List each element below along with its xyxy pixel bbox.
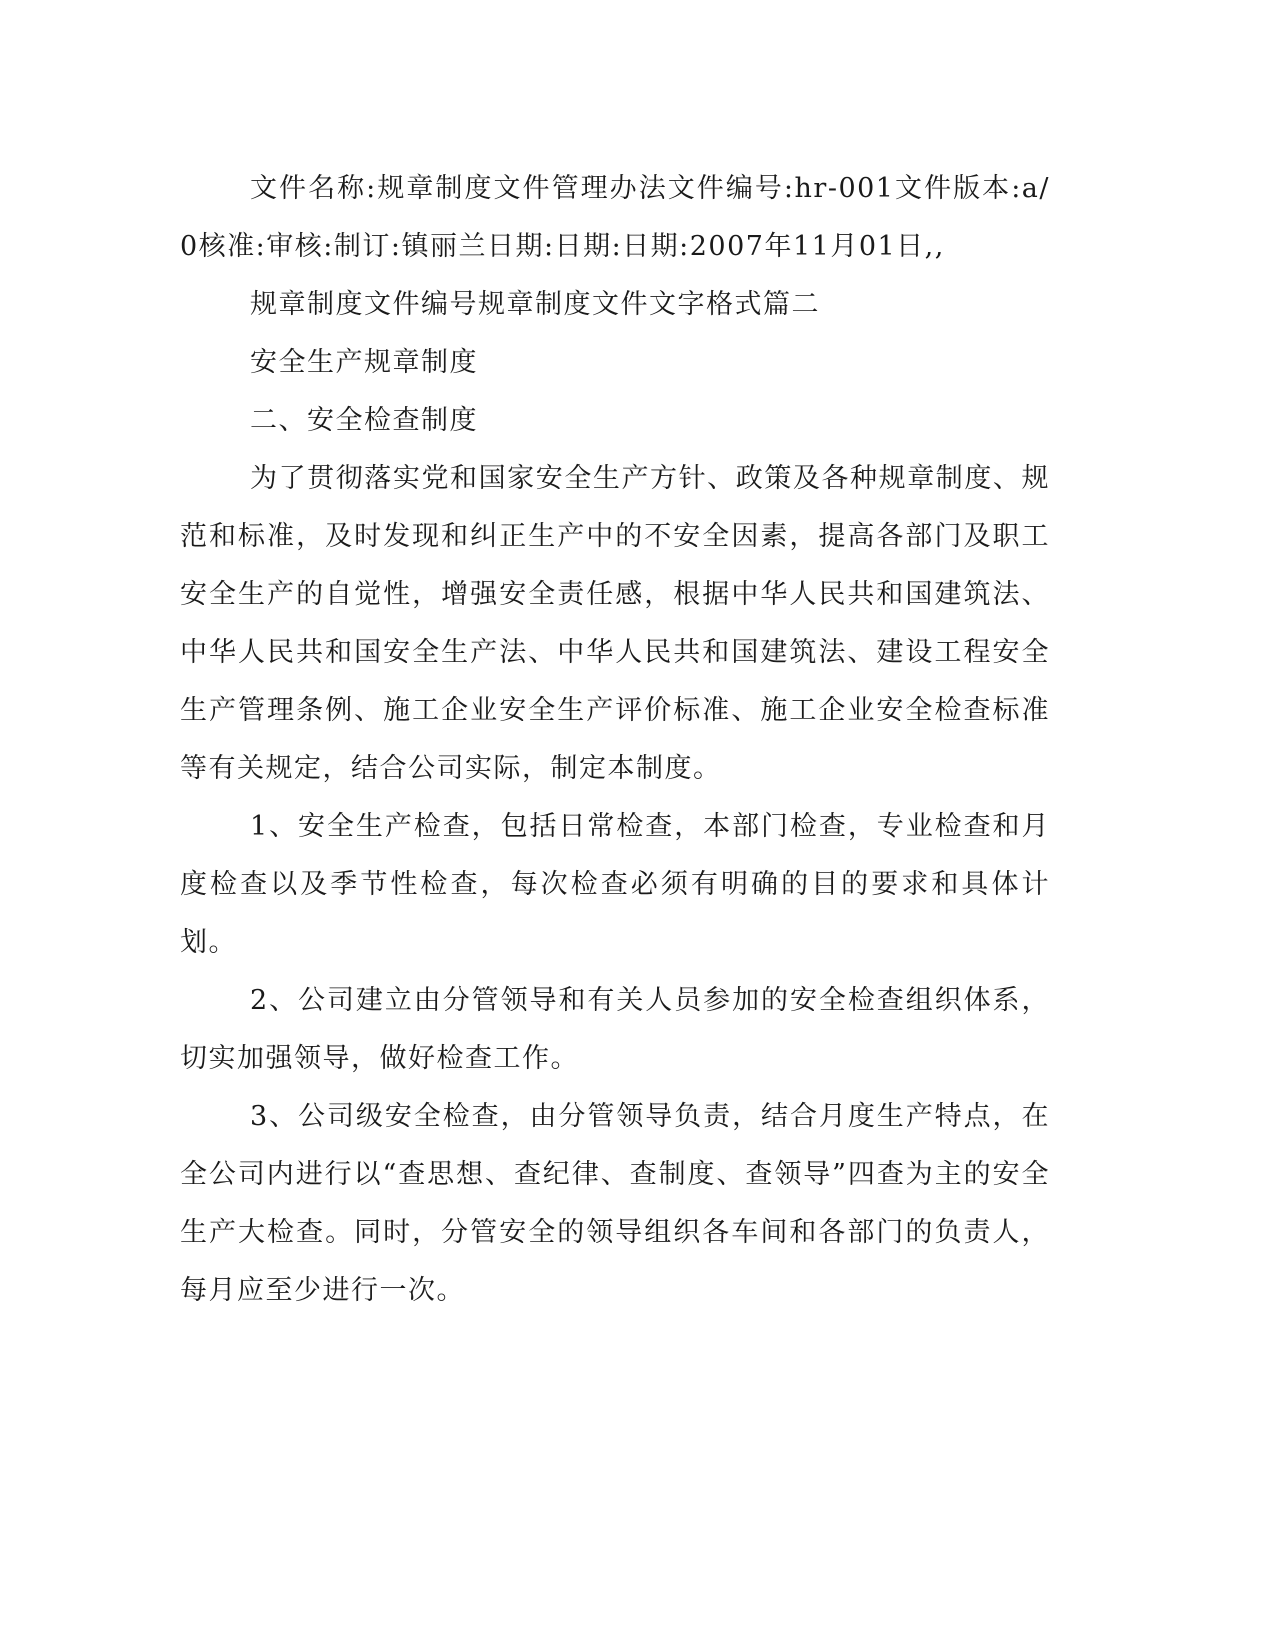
section-heading: 规章制度文件编号规章制度文件文字格式篇二 (250, 289, 820, 320)
intro-paragraph: 为了贯彻落实党和国家安全生产方针、政策及各种规章制度、规范和标准，及时发现和纠正生产中的不安全因素，提高各部门及职工安全生产的自觉性，增强安全责任感，根据中华人民共和国建筑法、中华人民共和国安全生产法、中华人民共和国建筑法、建设工程安全生产管理条例、施工企业安全生产评价标准、施工企业安全检查标准等有关规定，结合公司实际，制定本制度。 (180, 463, 1050, 784)
file-info-paragraph: 文件名称:规章制度文件管理办法文件编号:hr-001文件版本:a/0核准:审核:制订:镇丽兰日期:日期:日期:2007年11月01日,, (180, 173, 1050, 262)
clause-2: 2、公司建立由分管领导和有关人员参加的安全检查组织体系，切实加强领导，做好检查工作。 (180, 985, 1050, 1074)
clause-1: 1、安全生产检查，包括日常检查，本部门检查，专业检查和月度检查以及季节性检查，每次检查必须有明确的目的要求和具体计划。 (180, 811, 1050, 958)
document-body (180, 160, 1050, 1320)
clause-3: 3、公司级安全检查，由分管领导负责，结合月度生产特点，在全公司内进行以“查思想、查纪律、查制度、查领导”四查为主的安全生产大检查。同时，分管安全的领导组织各车间和各部门的负责人，每月应至少进行一次。 (180, 1101, 1050, 1306)
document-title: 安全生产规章制度 (250, 347, 478, 378)
chapter-heading: 二、安全检查制度 (250, 405, 478, 436)
